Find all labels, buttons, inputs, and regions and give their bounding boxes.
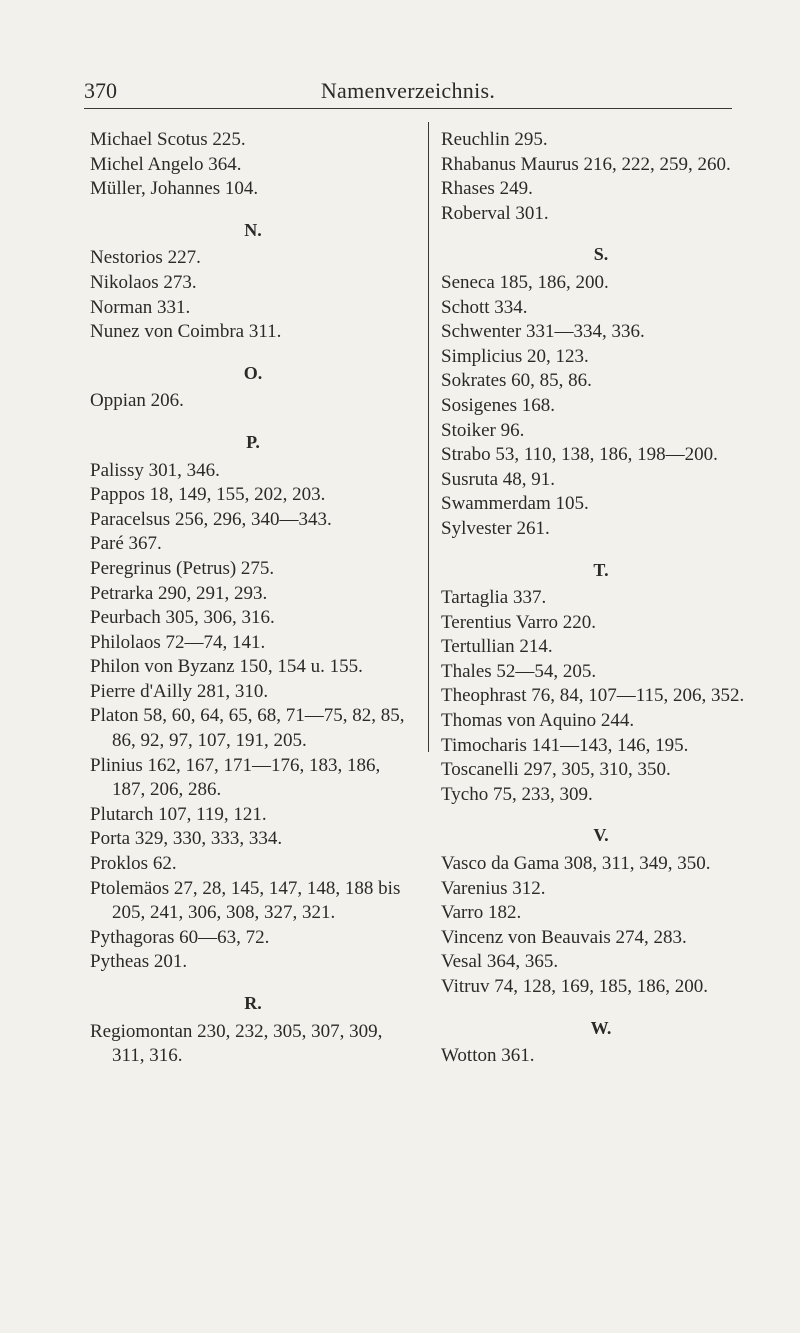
- index-entry: Susruta 48, 91.: [441, 468, 555, 490]
- index-entry: Swammerdam 105.: [441, 493, 589, 515]
- index-entry: Plinius 162, 167, 171—176, 183, 186, 187, 206, 286.: [90, 754, 381, 801]
- index-entry: Simplicius 20, 123.: [441, 345, 589, 367]
- index-entry: Tertullian 214.: [441, 636, 553, 658]
- index-section: [441, 1016, 761, 1069]
- index-entry: Rhases 249.: [441, 178, 533, 200]
- index-entry: Sylvester 261.: [441, 517, 550, 539]
- column-divider: [428, 122, 429, 752]
- section-letter: R.: [244, 993, 262, 1013]
- index-entry: Peregrinus (Petrus) 275.: [90, 557, 275, 579]
- index-entry: Theophrast 76, 84, 107—115, 206, 352.: [441, 685, 745, 707]
- index-entry: Thomas von Aquino 244.: [441, 710, 635, 732]
- index-entry: Proklos 62.: [90, 853, 177, 875]
- left-column: [90, 128, 416, 1069]
- section-letter: W.: [590, 1017, 612, 1038]
- index-entry: Pierre d'Ailly 281, 310.: [90, 680, 269, 702]
- section-letter: S.: [593, 244, 609, 265]
- index-entry: Paré 367.: [90, 533, 162, 555]
- index-entry: Wotton 361.: [441, 1045, 535, 1067]
- index-entry: Müller, Johannes 104.: [90, 178, 259, 200]
- index-entry: Stoiker 96.: [441, 419, 525, 441]
- index-section: [90, 128, 416, 202]
- section-letter: O.: [243, 362, 263, 383]
- index-entry: Peurbach 305, 306, 316.: [90, 607, 275, 629]
- index-section: [90, 361, 416, 414]
- index-entry: Palissy 301, 346.: [90, 459, 220, 481]
- index-entry: Pythagoras 60—63, 72.: [90, 926, 270, 948]
- index-entry: Nikolaos 273.: [90, 271, 197, 293]
- index-entry: Reuchlin 295.: [441, 129, 548, 150]
- index-entry: Schott 334.: [441, 296, 528, 318]
- index-entry: Regiomontan 230, 232, 305, 307, 309, 311, 316.: [90, 1020, 383, 1067]
- index-entry: Philolaos 72—74, 141.: [90, 631, 266, 653]
- index-entry: Vitruv 74, 128, 169, 185, 186, 200.: [441, 976, 708, 997]
- index-entry: Paracelsus 256, 296, 340—343.: [90, 508, 332, 530]
- index-entry: Terentius Varro 220.: [441, 611, 597, 633]
- index-entry: Michel Angelo 364.: [90, 153, 242, 175]
- running-header: [84, 74, 732, 109]
- section-letter: V.: [593, 825, 609, 846]
- index-entry: Platon 58, 60, 64, 65, 68, 71—75, 82, 85, 86, 92, 97, 107, 191, 205.: [90, 705, 405, 752]
- index-section: [90, 218, 416, 345]
- section-letter: N.: [244, 219, 262, 240]
- index-section: [441, 128, 761, 226]
- index-entry: Schwenter 331—334, 336.: [441, 321, 645, 343]
- index-entry: Nunez von Coimbra 311.: [90, 321, 282, 343]
- index-entry: Ptolemäos 27, 28, 145, 147, 148, 188 bis 205, 241, 306, 308, 327, 321.: [90, 877, 401, 924]
- index-entry: Vasco da Gama 308, 311, 349, 350.: [441, 853, 711, 875]
- index-entry: Pappos 18, 149, 155, 202, 203.: [90, 484, 326, 506]
- right-column: [441, 128, 761, 1069]
- index-section: [441, 823, 761, 999]
- index-entry: Sosigenes 168.: [441, 394, 555, 416]
- index-entry: Oppian 206.: [90, 390, 184, 412]
- index-entry: Strabo 53, 110, 138, 186, 198—200.: [441, 444, 718, 466]
- index-entry: Toscanelli 297, 305, 310, 350.: [441, 759, 671, 781]
- index-entry: Pytheas 201.: [90, 951, 188, 973]
- index-entry: Petrarka 290, 291, 293.: [90, 582, 268, 604]
- section-letter: T.: [593, 559, 609, 580]
- index-entry: Timocharis 141—143, 146, 195.: [441, 734, 689, 756]
- index-section: [90, 991, 416, 1069]
- index-entry: Thales 52—54, 205.: [441, 660, 597, 682]
- index-section: [441, 242, 761, 541]
- index-entry: Tartaglia 337.: [441, 587, 547, 609]
- index-section: [90, 430, 416, 975]
- index-entry: Vincenz von Beauvais 274, 283.: [441, 926, 687, 948]
- index-entry: Varro 182.: [441, 902, 522, 924]
- index-entry: Plutarch 107, 119, 121.: [90, 803, 267, 825]
- index-entry: Vesal 364, 365.: [441, 951, 559, 973]
- index-entry: Michael Scotus 225.: [90, 129, 246, 150]
- index-entry: Porta 329, 330, 333, 334.: [90, 828, 283, 850]
- index-entry: Seneca 185, 186, 200.: [441, 271, 609, 293]
- index-entry: Nestorios 227.: [90, 247, 201, 269]
- index-entry: Norman 331.: [90, 296, 191, 318]
- index-entry: Roberval 301.: [441, 202, 549, 224]
- index-entry: Tycho 75, 233, 309.: [441, 783, 593, 805]
- index-entry: Sokrates 60, 85, 86.: [441, 370, 592, 392]
- page-title: Namenverzeichnis.: [320, 78, 496, 103]
- page-number: 370: [84, 78, 117, 103]
- index-entry: Varenius 312.: [441, 877, 546, 899]
- section-letter: P.: [246, 431, 260, 452]
- index-entry: Rhabanus Maurus 216, 222, 259, 260.: [441, 153, 731, 175]
- index-entry: Philon von Byzanz 150, 154 u. 155.: [90, 656, 363, 678]
- index-section: [441, 558, 761, 808]
